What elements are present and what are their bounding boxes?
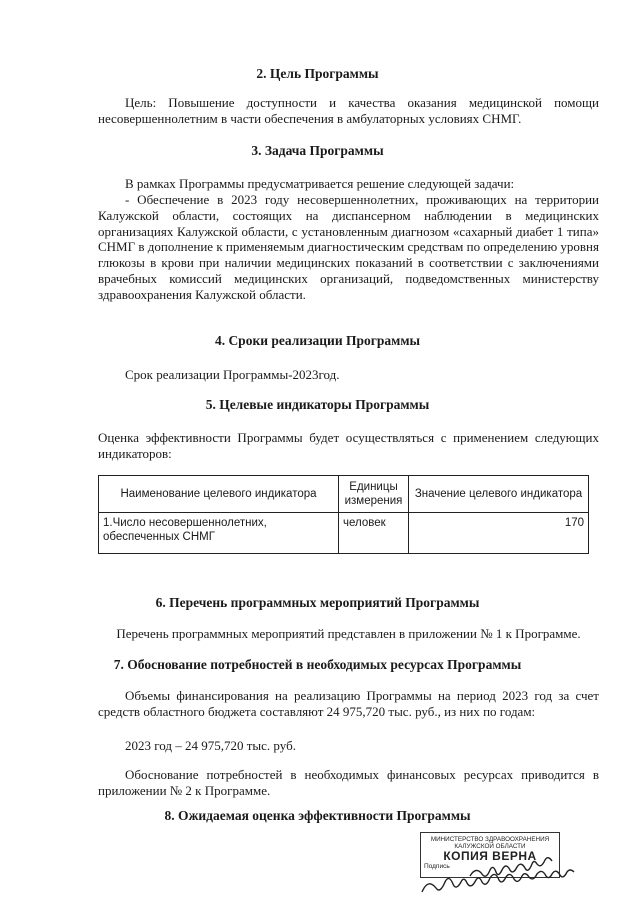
indicator-table — [98, 475, 589, 554]
section-4-text: Срок реализации Программы-2023год. — [125, 367, 340, 382]
indicator-name-cell: 1.Число несовершеннолетних, обеспеченных СНМГ — [99, 513, 339, 554]
section-2-text: Цель: Повышение доступности и качества оказания медицинской помощи несовершеннолетним в части обеспечения в амбулаторных условиях СНМГ. — [98, 95, 599, 126]
section-3-task: - Обеспечение в 2023 году несовершеннолетних, проживающих на территории Калужской области, состоящих на диспансерном наблюдении в медицинских организациях Калужской области, с установленным диагнозом «сахарный диабет 1 типа» СНМГ в дополнение к применяемым диагностическим средствам по определению уровня глюкозы в крови при наличии медицинских показаний в соответствии с заключениями врачебных комиссий медицинских организаций, подведомственных министерству здравоохранения Калужской области. — [98, 192, 599, 302]
section-7-text-3: Обоснование потребностей в необходимых финансовых ресурсах приводится в приложении № 2 к Программе. — [98, 767, 599, 798]
header-target-value: Значение целевого индикатора — [409, 476, 589, 513]
stamp-line-true-copy: КОПИЯ ВЕРНА — [443, 849, 537, 863]
section-6-title: 6. Перечень программных мероприятий Программы — [155, 595, 480, 610]
header-indicator-name: Наименование целевого индикатора — [99, 476, 339, 513]
stamp-line-signature-label: Подпись — [424, 863, 450, 870]
section-2-title: 2. Цель Программы — [256, 66, 379, 81]
indicator-unit-cell: человек — [339, 513, 409, 554]
section-5-title: 5. Целевые индикаторы Программы — [205, 397, 430, 412]
section-8-title: 8. Ожидаемая оценка эффективности Программы — [164, 808, 471, 823]
section-7-text-1: Объемы финансирования на реализацию Программы на период 2023 год за счет средств областного бюджета составляют 24 975,720 тыс. руб., из них по годам: — [98, 688, 599, 719]
section-4-title: 4. Сроки реализации Программы — [214, 333, 421, 348]
table-row — [99, 513, 589, 554]
section-7-text-2: 2023 год – 24 975,720 тыс. руб. — [125, 738, 296, 753]
section-6-text: Перечень программных мероприятий представлен в приложении № 1 к Программе. — [116, 626, 581, 641]
section-3-intro: В рамках Программы предусматривается решение следующей задачи: — [125, 176, 515, 191]
stamp-line-ministry: МИНИСТЕРСТВО ЗДРАВООХРАНЕНИЯ — [430, 836, 550, 843]
indicator-table-header-row — [99, 476, 589, 513]
section-5-text: Оценка эффективности Программы будет осуществляться с применением следующих индикаторов: — [98, 430, 599, 461]
section-7-title: 7. Обоснование потребностей в необходимых ресурсах Программы — [113, 657, 522, 672]
handwritten-signature — [410, 849, 620, 902]
section-3-title: 3. Задача Программы — [251, 143, 384, 158]
header-unit: Единицы измерения — [339, 476, 409, 513]
indicator-value-cell: 170 — [409, 513, 589, 554]
stamp-line-region: КАЛУЖСКОЙ ОБЛАСТИ — [454, 843, 526, 850]
